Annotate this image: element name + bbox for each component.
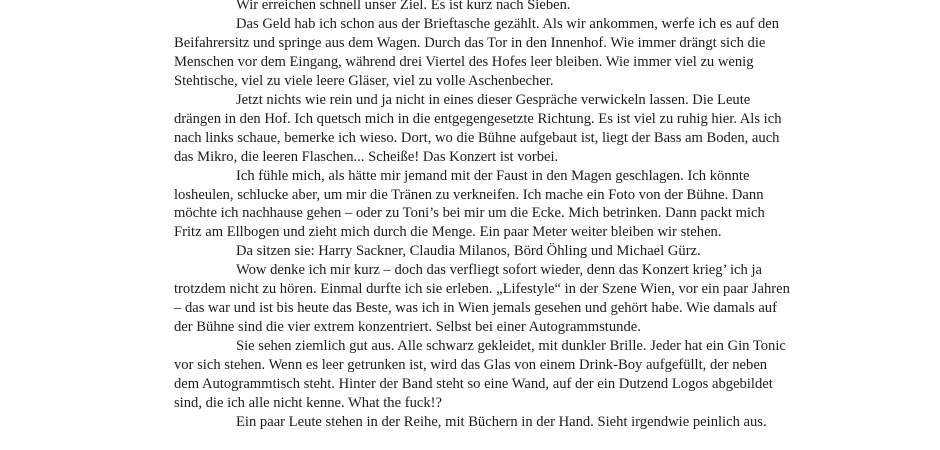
paragraph-4: Ich fühle mich, als hätte mir jemand mit der Faust in den Magen geschlagen. Ich könnte losheulen, schlucke aber, um mir die Tränen zu verkneifen. Ich mache ein Foto von der Bühne. Dann möchte ich nachhause gehen – oder zu Toni’s bei mir um die Ecke. Mich betrinken. Dann packt mich Fritz am Ellbogen und zieht mich durch die Menge. Ein paar Meter weiter bleiben wir stehen. [174,167,765,241]
paragraph-6: Wow denke ich mir kurz – doch das verfliegt sofort wieder, denn das Konzert krieg’ ich ja trotzdem nicht zu hören. Einmal durfte ich sie erleben. „Lifestyle“ in der Szene Wien, vor ein paar Jahren – das war und ist bis heute das Beste, was ich in Wien jemals gesehen und gehört habe. Wie damals auf der Bühne sind die vier extrem konzentriert. Selbst bei einer Autogrammstunde. [174,262,790,336]
paragraph-5: Da sitzen sie: Harry Sackner, Claudia Milanos, Börd Öhling und Michael Gürz. [236,243,701,260]
paragraph-7: Sie sehen ziemlich gut aus. Alle schwarz gekleidet, mit dunkler Brille. Jeder hat ein Gin Tonic vor sich stehen. Wenn es leer getrunken ist, wird das Glas von einem Drink-Boy aufgefüllt, der neben dem Autogrammtisch steht. Hinter der Band steht so eine Wand, auf der ein Dutzend Logos abgebildet sind, die ich alle nicht kenne. What the fuck!? [174,338,786,412]
document-page [174,0,794,432]
paragraph-3: Jetzt nichts wie rein und ja nicht in eines dieser Gespräche verwickeln lassen. Die Leute drängen in den Hof. Ich quetsch mich in die entgegengesetzte Richtung. Es ist viel zu ruhig hier. Als ich nach links schaue, bemerke ich wieso. Dort, wo die Bühne aufgebaut ist, liegt der Bass am Boden, auch das Mikro, die leeren Flaschen... Scheiße! Das Konzert ist vorbei. [174,91,782,165]
paragraph-1: Wir erreichen schnell unser Ziel. Es ist kurz nach Sieben. [236,0,571,13]
paragraph-8: Ein paar Leute stehen in der Reihe, mit Büchern in der Hand. Sieht irgendwie peinlich aus. [236,413,767,430]
paragraph-2: Das Geld hab ich schon aus der Brieftasche gezählt. Als wir ankommen, werfe ich es auf den Beifahrersitz und springe aus dem Wagen. Durch das Tor in den Innenhof. Wie immer drängt sich die Menschen vor dem Eingang, während drei Viertel des Hofes leer bleiben. Wie immer viel zu wenig Stehtische, viel zu viele leere Gläser, viel zu volle Aschenbecher. [174,15,780,89]
